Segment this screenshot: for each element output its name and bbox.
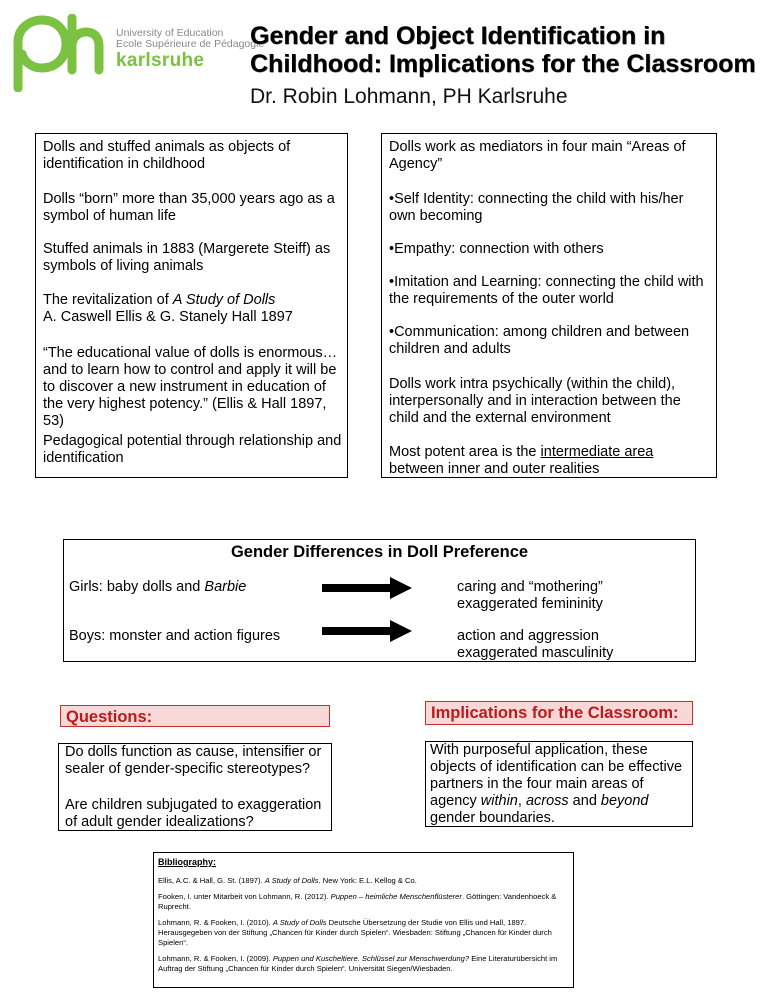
book-title: Puppen – heimliche Menschenflüsterer [330, 892, 462, 902]
left-paragraph-3: Stuffed animals in 1883 (Margerete Steiff) as symbols of living animals [43, 241, 331, 274]
bibliography-entry [158, 954, 569, 973]
right-arrow-icon [322, 577, 412, 599]
bullet-communication: •Communication: among children and between children and adults [389, 324, 690, 357]
text-span: Lohmann, R. & Fooken, I. (2009). [158, 954, 273, 964]
right-arrow-icon [322, 620, 412, 642]
book-title: A Study of Dolls [272, 918, 327, 928]
across-italic: across [525, 793, 569, 809]
text-span: Deutsche Übersetzung der Studie von Ellis und Hall, 1897. Herausgegeben von der Stiftung „Chancen für Kinder durch Spielen“. Wiesbaden: Stiftung „Chancen für Kinder durch Spielen“. [158, 918, 552, 947]
boys-result [457, 628, 613, 662]
text-span: Ellis, A.C. & Hall, G. St. (1897). [158, 875, 265, 885]
question-2: Are children subjugated to exaggeration of adult gender idealizations? [65, 797, 322, 830]
text-span: , [517, 793, 526, 809]
right-content-box [381, 133, 717, 478]
bullet-empathy: •Empathy: connection with others [389, 241, 604, 257]
bibliography-heading: Bibliography: [158, 857, 216, 867]
ph-logo-icon [12, 14, 104, 92]
implications-box [425, 741, 693, 827]
questions-box [58, 743, 332, 831]
girls-result-line-1: caring and “mothering” [457, 579, 603, 595]
questions-heading: Questions: [60, 705, 330, 727]
bibliography-entry [158, 876, 569, 886]
logo-city: karlsruhe [116, 50, 205, 71]
text-span: gender boundaries. [430, 810, 555, 826]
text-span: and [568, 793, 601, 809]
gender-title: Gender Differences in Doll Preference [230, 543, 529, 561]
text-span: Fooken, I. unter Mitarbeit von Lohmann, R. (2012). [158, 892, 331, 902]
logo-line-1: University of Education [116, 27, 224, 39]
text-span: Lohmann, R. & Fooken, I. (2010). [158, 918, 273, 928]
author-line: Dr. Robin Lohmann, PH Karlsruhe [250, 85, 568, 108]
text-span: A. Caswell Ellis & G. Stanely Hall 1897 [43, 309, 293, 325]
left-paragraph-6: Pedagogical potential through relationship and identification [43, 433, 342, 466]
bibliography-entry [158, 892, 569, 911]
beyond-italic: beyond [600, 793, 649, 809]
text-span: The revitalization of [43, 292, 173, 308]
bullet-self-identity: •Self Identity: connecting the child with his/her own becoming [389, 191, 684, 224]
text-span: Eine Literaturübersicht im Auftrag der Stiftung „Chancen für Kinder durch Spielen“. Universität Siegen/Wiesbaden. [158, 954, 558, 973]
text-span: Most potent area is the [389, 444, 541, 460]
right-paragraph-1: Dolls work as mediators in four main “Areas of Agency” [389, 139, 686, 172]
boys-result-line-1: action and aggression [457, 628, 599, 644]
bibliography-box [153, 852, 574, 988]
text-span: . Göttingen: Vandenhoeck & Ruprecht. [158, 892, 557, 911]
underlined-term: intermediate area [540, 444, 654, 460]
left-paragraph-2: Dolls “born” more than 35,000 years ago as a symbol of human life [43, 191, 335, 224]
book-title: A Study of Dolls [264, 875, 319, 885]
barbie-italic: Barbie [204, 579, 247, 595]
book-title: A Study of Dolls [172, 292, 276, 308]
girls-result [457, 579, 603, 613]
left-content-box [35, 133, 348, 478]
left-quote: “The educational value of dolls is enormous…and to learn how to control and apply it will be to discover a new instrument in education of the very highest potency.” (Ellis & Hall 1897, 53) [43, 345, 338, 429]
girls-label [69, 579, 246, 596]
poster-title: Gender and Object Identification in Childhood: Implications for the Classroom [250, 22, 756, 78]
within-italic: within [480, 793, 518, 809]
boys-result-line-2: exaggerated masculinity [457, 645, 614, 661]
bullet-imitation: •Imitation and Learning: connecting the child with the requirements of the outer world [389, 274, 704, 307]
right-paragraph-potent [389, 444, 711, 478]
left-paragraph-1: Dolls and stuffed animals as objects of identification in childhood [43, 139, 291, 172]
question-1: Do dolls function as cause, intensifier or sealer of gender-specific stereotypes? [65, 744, 322, 777]
text-span: . New York: E.L. Kellog & Co. [318, 875, 417, 885]
bibliography-entry [158, 918, 569, 947]
text-span: With purposeful application, these objects of identification can be effective partners in the four main areas of agency [430, 742, 683, 809]
gender-differences-box [63, 539, 696, 662]
boys-label: Boys: monster and action figures [69, 628, 281, 644]
university-logo-text [116, 28, 264, 71]
girls-result-line-2: exaggerated femininity [457, 596, 603, 612]
logo-line-2: Ecole Supérieure de Pédagogie [116, 38, 265, 50]
text-span: Girls: baby dolls and [69, 579, 205, 595]
right-paragraph-intra: Dolls work intra psychically (within the child), interpersonally and in interaction between the child and the external environment [389, 376, 681, 426]
left-paragraph-4 [43, 292, 342, 326]
book-title: Puppen und Kuscheltiere. Schlüssel zur Menschwerdung? [272, 954, 470, 964]
implications-heading: Implications for the Classroom: [425, 701, 693, 725]
text-span: between inner and outer realities [389, 461, 600, 477]
